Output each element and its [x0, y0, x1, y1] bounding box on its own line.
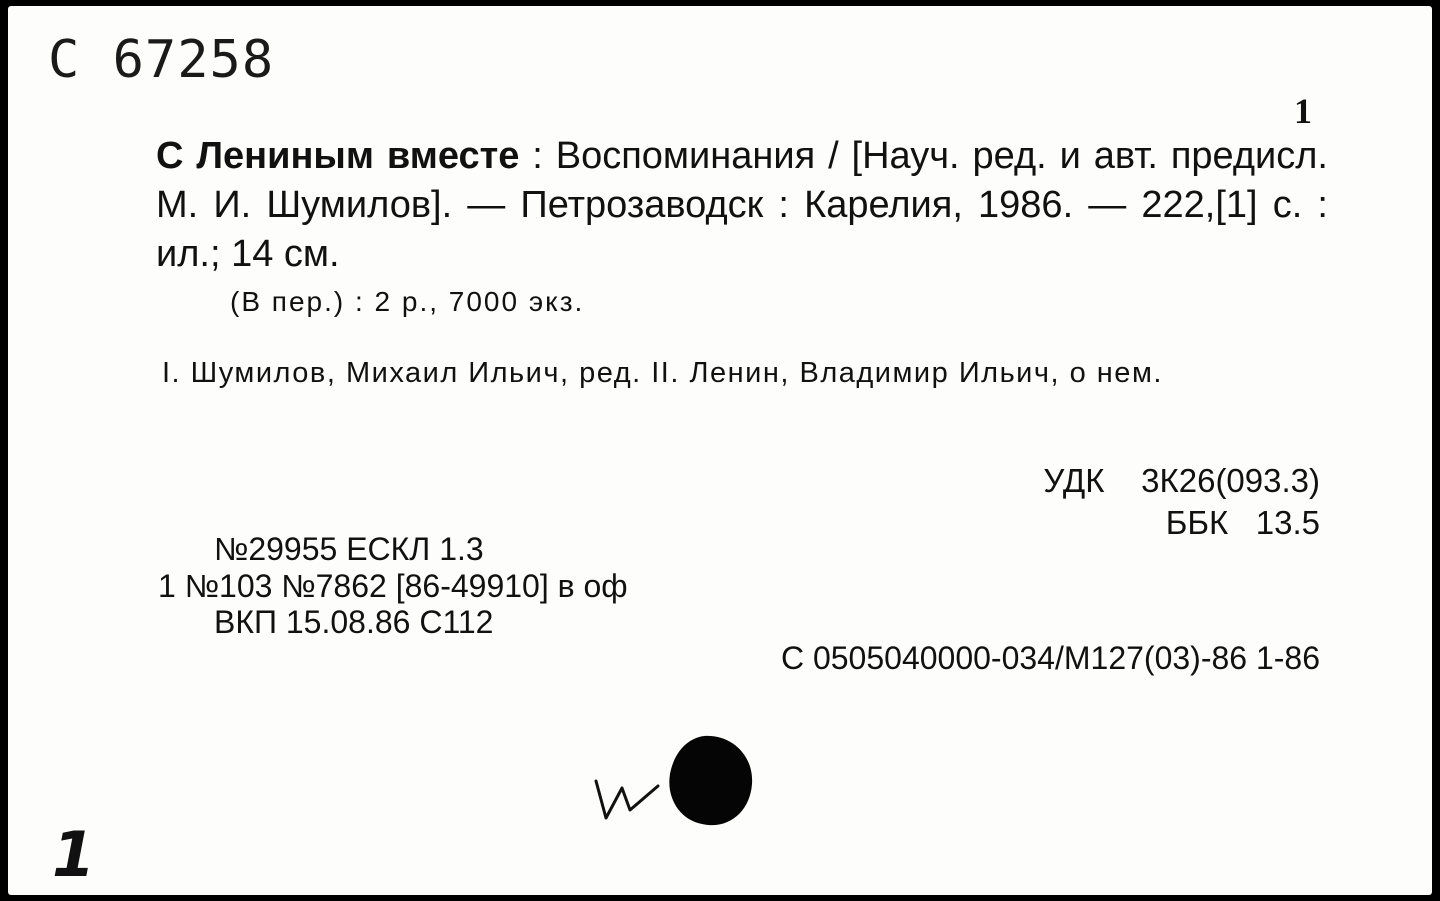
handwritten-mark-and-ink-blot	[592, 726, 772, 836]
meta-line-3: ВКП 15.08.86 С112	[214, 604, 494, 640]
book-title: С Лениным вместе	[156, 135, 520, 177]
handwritten-number: 1	[52, 818, 96, 891]
price-line: (В пер.) : 2 р., 7000 экз.	[230, 286, 585, 317]
udk-label: УДК	[1043, 462, 1105, 499]
bbk-row	[1043, 502, 1320, 544]
meta-line-1: №29955 ЕСКЛ 1.3	[214, 531, 484, 567]
call-number-stamp: С 67258	[48, 30, 275, 90]
publisher-code: С 0505040000-034/М127(03)-86 1-86	[780, 640, 1320, 676]
bbk-label: ББК	[1165, 504, 1229, 541]
tracing-line: I. Шумилов, Михаил Ильич, ред. II. Ленин, Владимир Ильич, о нем.	[162, 357, 1163, 389]
description-text: : Воспоминания / [Науч. ред. и авт. предисл. М. И. Шумилов]. — Петрозаводск : Карелия, 1986. — 222,[1] с. : ил.; 14 см.	[156, 135, 1328, 275]
classification-block	[1043, 460, 1320, 544]
bbk-value: 13.5	[1255, 504, 1320, 541]
handwritten-mark	[596, 781, 658, 818]
catalog-card	[8, 6, 1432, 895]
ink-blot	[669, 736, 752, 825]
meta-line-2: 1 №103 №7862 [86-49910] в оф	[158, 568, 628, 604]
udk-row	[1043, 460, 1320, 502]
bibliographic-description	[156, 132, 1328, 279]
card-number: 1	[1294, 91, 1312, 131]
udk-value: 3К26(093.3)	[1141, 462, 1320, 499]
